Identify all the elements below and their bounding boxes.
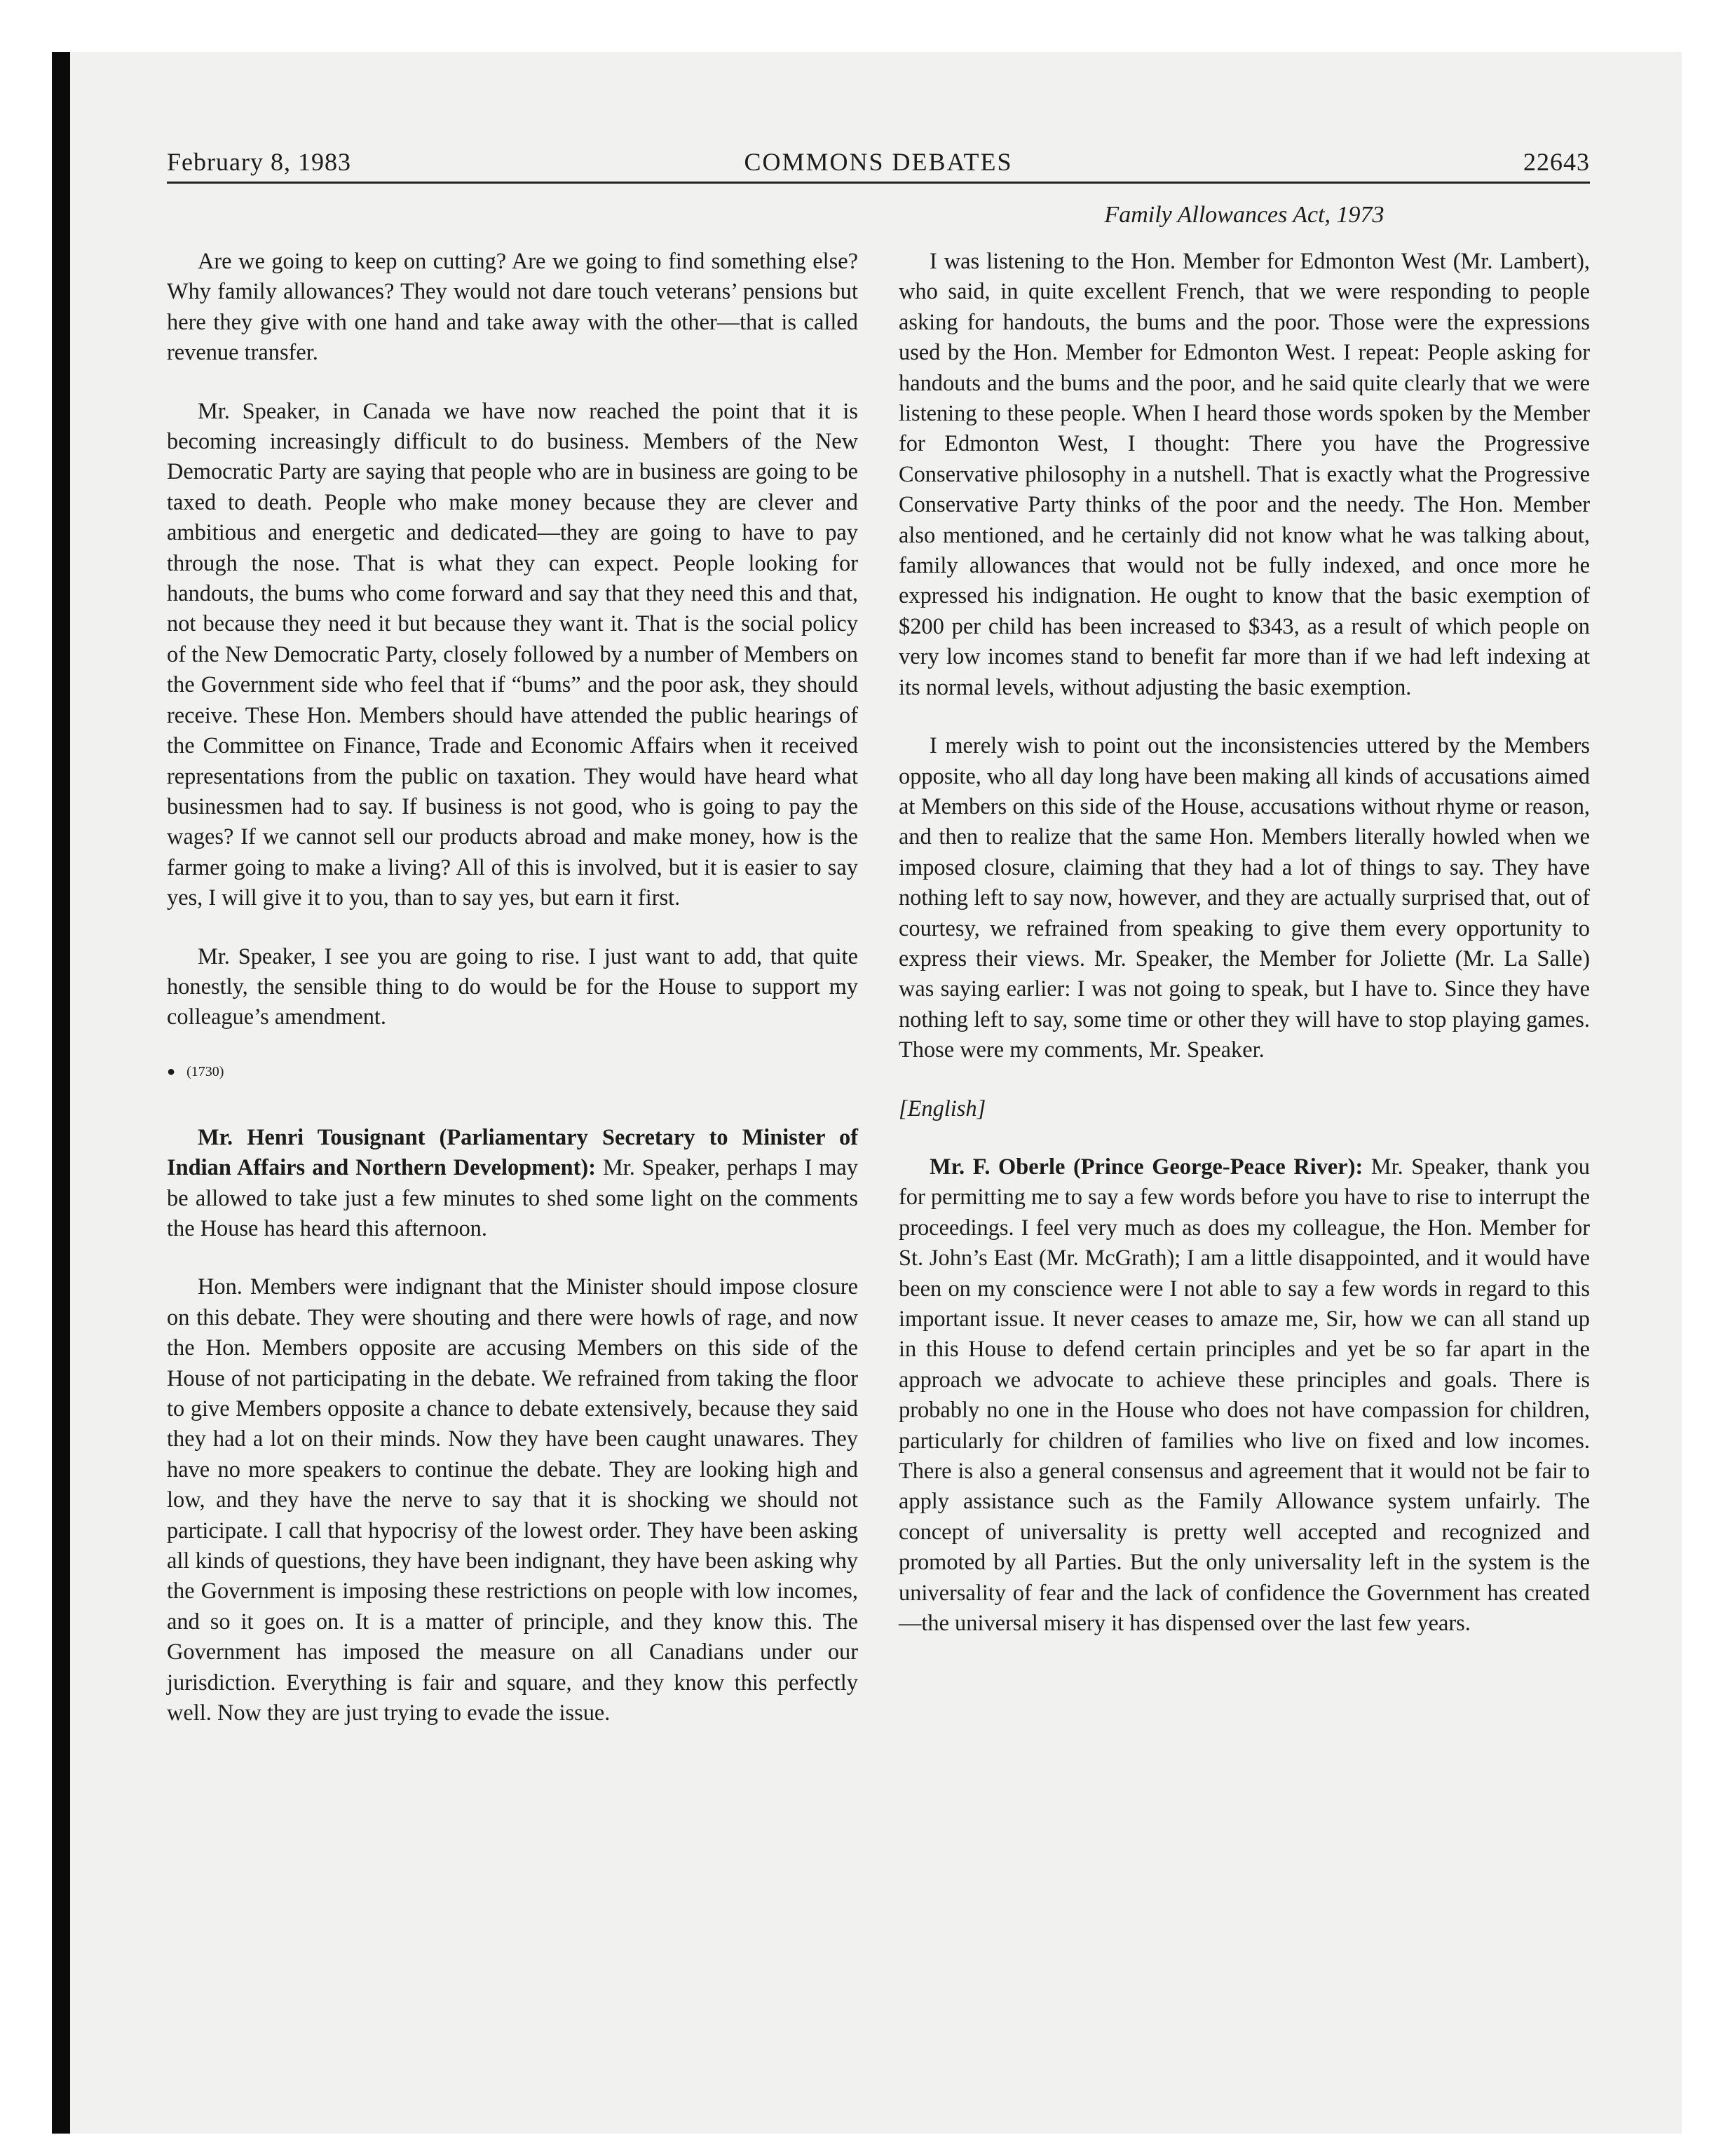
right-column bbox=[899, 247, 1590, 1667]
speaker-name: Mr. Henri Tousignant (Parliamentary Secretary to Minister of Indian Affairs and Northern Development): bbox=[167, 1124, 858, 1181]
time-marker-text: (1730) bbox=[186, 1063, 224, 1079]
header-rule bbox=[167, 182, 1590, 184]
speech-paragraph bbox=[899, 1152, 1590, 1639]
speaker-name: Mr. F. Oberle (Prince George-Peace River): bbox=[930, 1154, 1363, 1180]
speech-paragraph bbox=[167, 1123, 858, 1245]
paragraph: Mr. Speaker, in Canada we have now reached the point that it is becoming increasingly difficult to do business. Members of the New Democratic Party are saying that people who are in business are going to be taxed to death. People who make money because they are clever and ambitious and energetic and dedicated—they are going to have to pay through the nose. That is what they can expect. People looking for handouts, the bums who come forward and say that they need this and that, not because they need it but because they want it. That is the social policy of the New Democratic Party, closely followed by a number of Members on the Government side who feel that if “bums” and the poor ask, they should receive. These Hon. Members should have attended the public hearings of the Committee on Finance, Trade and Economic Affairs when it received representations from the public on taxation. They would have heard what businessmen had to say. If business is not good, who is going to pay the wages? If we cannot sell our products abroad and make money, how is the farmer going to make a living? All of this is involved, but it is easier to say yes, I will give it to you, than to say yes, but earn it first. bbox=[167, 398, 858, 911]
header-publication: COMMONS DEBATES bbox=[744, 148, 1013, 176]
paragraph: Mr. Speaker, I see you are going to rise. I just want to add, that quite honestly, the sensible thing to do would be for the House to support my colleague’s amendment. bbox=[167, 943, 858, 1030]
language-marker: [English] bbox=[899, 1096, 986, 1121]
paragraph: I merely wish to point out the inconsistencies uttered by the Members opposite, who all day long have been making all kinds of accusations aimed at Members on this side of the House, accusations without rhyme or reason, and then to realize that the same Hon. Members literally howled when we imposed closure, claiming that they had a lot of things to say. They have nothing left to say now, however, and they are actually surprised that, out of courtesy, we refrained from speaking to give them every opportunity to express their views. Mr. Speaker, the Member for Joliette (Mr. La Salle) was saying earlier: I was not going to speak, but I have to. Since they have nothing left to say, some time or other they will have to stop playing games. Those were my comments, Mr. Speaker. bbox=[899, 733, 1590, 1063]
binding-edge bbox=[52, 52, 70, 2134]
speech-text: Mr. Speaker, perhaps I may be allowed to take just a few minutes to shed some light on the comments the House has heard this afternoon. bbox=[167, 1155, 858, 1241]
header-date: February 8, 1983 bbox=[167, 148, 351, 176]
page-header bbox=[167, 147, 1590, 184]
bullet-icon: ● bbox=[167, 1063, 176, 1079]
paragraph: Hon. Members were indignant that the Minister should impose closure on this debate. They were shouting and there were howls of rage, and now the Hon. Members opposite are accusing Members on this side of the House of not participating in the debate. We refrained from taking the floor to give Members opposite a chance to debate extensively, because they said they had a lot on their minds. Now they have been caught unawares. They have no more speakers to continue the debate. They are looking high and low, and they have the nerve to say that it is shocking we should not participate. I call that hypocrisy of the lowest order. They have been asking all kinds of questions, they have been indignant, they have been asking why the Government is imposing these restrictions on people with low incomes, and so it goes on. It is a matter of principle, and they know this. The Government has imposed the measure on all Canadians under our jurisdiction. Everything is fair and square, and they know this perfectly well. Now they are just trying to evade the issue. bbox=[167, 1274, 858, 1726]
time-marker bbox=[167, 1061, 858, 1082]
speech-text: Mr. Speaker, thank you for permitting me to say a few words before you have to rise to interrupt the proceedings. I feel very much as does my colleague, the Hon. Member for St. John’s East (Mr. McGrath); I am a little disappointed, and it would have been on my conscience were I not able to say a few words in regard to this important issue. It never ceases to amaze me, Sir, how we can all stand up in this House to defend certain principles and yet be so far apart in the approach we advocate to achieve these principles and goals. There is probably no one in the House who does not have compassion for children, particularly for children of families who live on fixed and low incomes. There is also a general consensus and agreement that it would not be fair to apply assistance such as the Family Allowance system unfairly. The concept of universality is pretty well accepted and recognized and promoted by all Parties. But the only universality left in the system is the universality of fear and the lack of confidence the Government has created—the universal misery it has dispensed over the last few years. bbox=[899, 1154, 1590, 1637]
running-title: Family Allowances Act, 1973 bbox=[1104, 202, 1384, 228]
header-page-number: 22643 bbox=[1523, 148, 1590, 176]
paragraph: Are we going to keep on cutting? Are we going to find something else? Why family allowances? They would not dare touch veterans’ pensions but here they give with one hand and take away with the other—that is called revenue transfer. bbox=[167, 249, 858, 366]
left-column bbox=[167, 247, 858, 1756]
paragraph: I was listening to the Hon. Member for Edmonton West (Mr. Lambert), who said, in quite excellent French, that we were responding to people asking for handouts, the bums and the poor. Those were the expressions used by the Hon. Member for Edmonton West. I repeat: People asking for handouts and the bums and the poor, and he said quite clearly that we were listening to these people. When I heard those words spoken by the Member for Edmonton West, I thought: There you have the Progressive Conservative philosophy in a nutshell. That is exactly what the Progressive Conservative Party thinks of the poor and the needy. The Hon. Member also mentioned, and he certainly did not know what he was talking about, family allowances that would not be fully indexed, and once more he expressed his indignation. He ought to know that the basic exemption of $200 per child has been increased to $343, as a result of which people on very low incomes stand to benefit far more than if we had left indexing at its normal levels, without adjusting the basic exemption. bbox=[899, 249, 1590, 700]
